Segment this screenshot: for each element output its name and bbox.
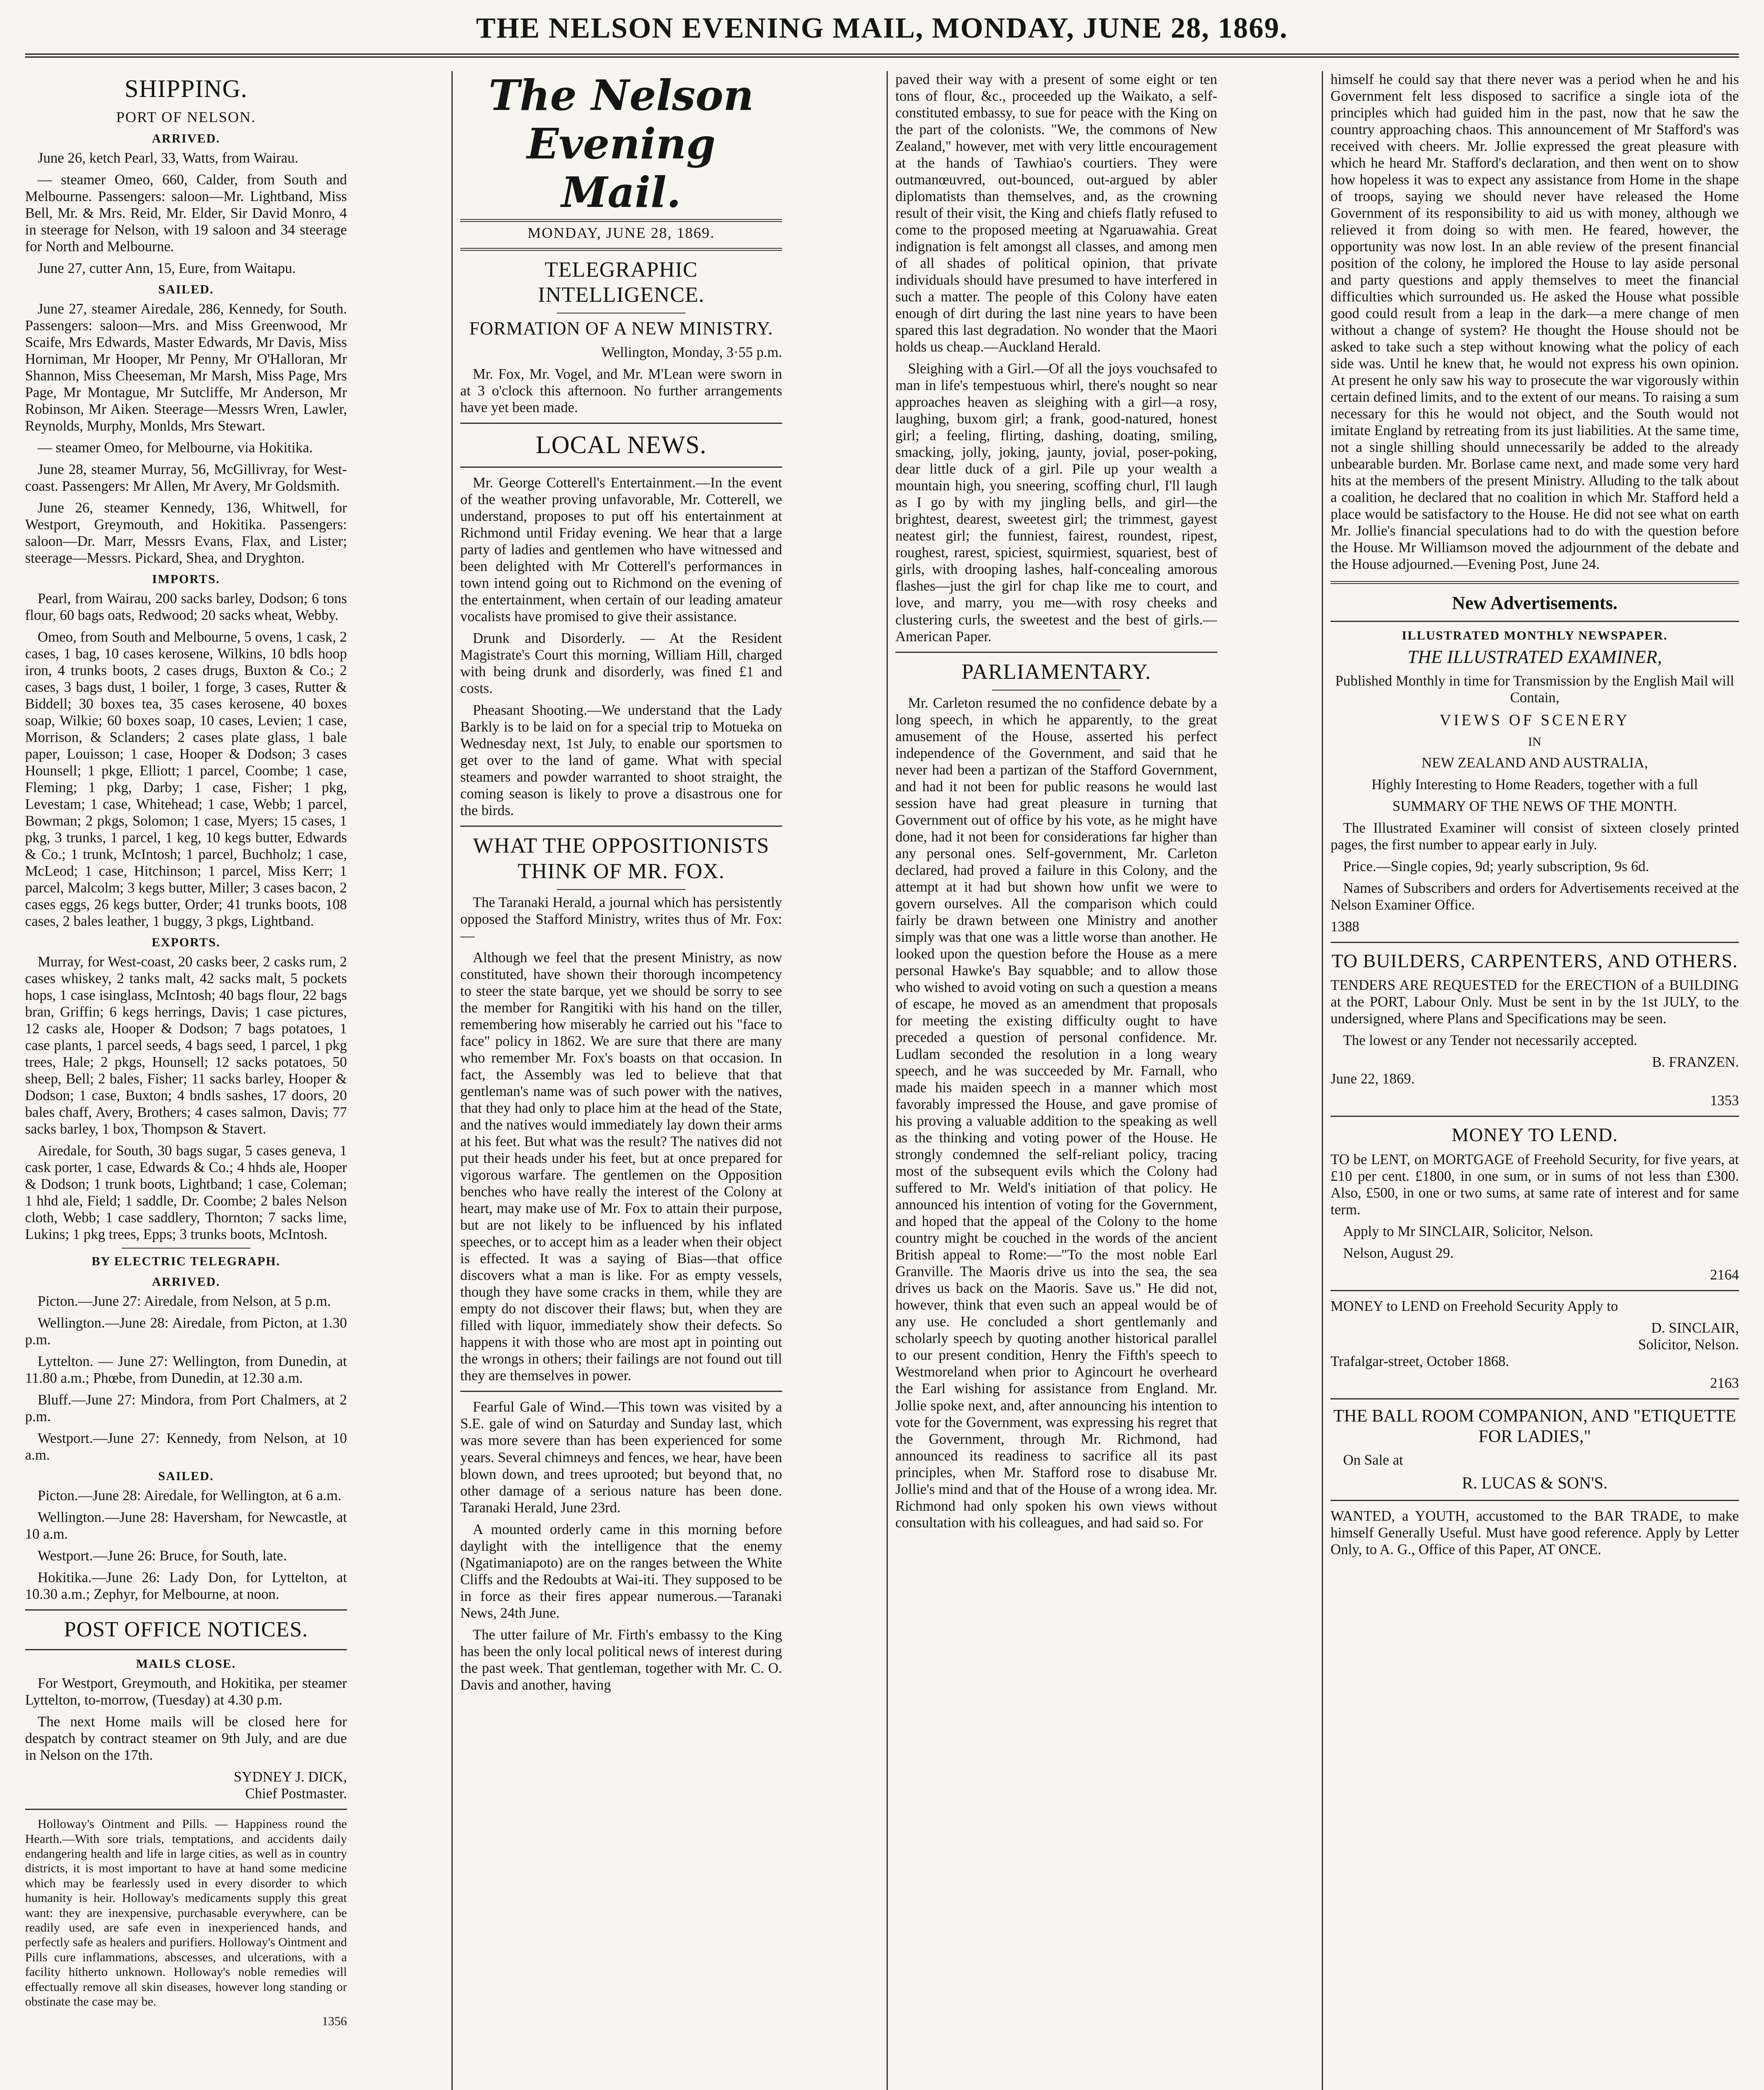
ad-illustrated-nz: NEW ZEALAND AND AUSTRALIA,	[1421, 754, 1648, 771]
masthead-rule	[25, 54, 1739, 58]
formation-text: Mr. Fox, Mr. Vogel, and Mr. M'Lean were sworn in at 3 o'clock this afternoon. No further arrangements have yet been made.	[460, 366, 782, 416]
column-divider	[1322, 71, 1323, 2090]
ad-ballroom-seller: R. LUCAS & SON'S.	[1462, 1473, 1608, 1493]
section-rule	[557, 313, 686, 314]
imports-entry: Omeo, from South and Melbourne, 5 ovens, 1 cask, 2 cases, 1 bag, 10 cases kerosene, Wilkins, 10 bdls hoop iron, 4 trunks boots, 2 cases drugs, Buxton & Co.; 2 cases, 3 bags dust, 1 boiler, 1 forge, 3 cases, Rutter & Biddell; 30 boxes tea, 35 cases kerosene, 40 boxes soap, Wilkie; 60 boxes soap, 10 cases, Levien; 1 case, Morrison, & Sclanders; 2 cases plate glass, 1 bale paper, Louisson; 1 case, Hooper & Dodson; 3 cases Hounsell; 1 pkge, Elliott; 1 parcel, Coombe; 1 case, Fleming; 1 pkg, Darby; 1 case, Fisher; 1 pkg, Levestam; 1 case, Whitehead; 1 case, Webb; 1 parcel, Bowman; 2 pkgs, Solomon; 1 case, Myers; 15 cases, 1 pkg, 3 trunks, 1 parcel, 1 keg, 10 kegs butter, Edwards & Co.; 1 trunk, McIntosh; 1 parcel, Buchholz; 1 case, McLeod; 1 case, Hitchinson; 1 parcel, Miss Kerr; 1 parcel, Malcolm; 3 kegs butter, Miller; 3 cases bacon, 2 cases eggs, 26 kegs butter, Order; 41 trunks boots, 108 cases, 2 bales leather, 1 buggy, 3 pkgs, Lightband.	[25, 629, 347, 930]
arrived-entry: June 26, ketch Pearl, 33, Watts, from Wairau.	[38, 150, 298, 166]
ad-illustrated-in: IN	[1528, 735, 1542, 749]
tel-arrived-entry: Picton.—June 27: Airedale, from Nelson, at 5 p.m.	[38, 1293, 331, 1310]
ad-builders-signature: B. FRANZEN.	[1652, 1054, 1739, 1070]
ad-sinclair-name: D. SINCLAIR,	[1651, 1320, 1739, 1336]
ad-sinclair-date: Trafalgar-street, October 1868.	[1331, 1353, 1509, 1369]
sailed-entry: June 28, steamer Murray, 56, McGillivray, for West-coast. Passengers: Mr Allen, Mr Avery, Mr Goldsmith.	[25, 461, 347, 494]
ad-sinclair-title: Solicitor, Nelson.	[1638, 1336, 1739, 1353]
section-rule	[992, 690, 1121, 691]
ad-illustrated-heading: ILLUSTRATED MONTHLY NEWSPAPER.	[1402, 628, 1668, 642]
formation-heading: FORMATION OF A NEW MINISTRY.	[469, 318, 773, 339]
ad-sinclair-number: 2163	[1710, 1375, 1739, 1391]
section-rule	[460, 423, 782, 424]
ad-illustrated-summary: SUMMARY OF THE NEWS OF THE MONTH.	[1392, 798, 1677, 814]
sailed-entry: June 27, steamer Airedale, 286, Kennedy, for South. Passengers: saloon—Mrs. and Miss Greenwood, Mr Scaife, Mrs Edwards, Master Edwards, Mr Davis, Miss Horniman, Mr Hooper, Mr Penny, Mr O'Halloran, Mr Shannon, Miss Cheeseman, Mr Marsh, Miss Page, Mrs Page, Mr Montague, Mr Sutcliffe, Mr Anderson, Mr Robinson, Mr Aiken. Steerage—Messrs Wren, Lawler, Reynolds, Murphy, Monlds, Mrs Stewart.	[25, 301, 347, 434]
sailed-entry: — steamer Omeo, for Melbourne, via Hokitika.	[38, 440, 313, 456]
date-rule	[460, 248, 782, 251]
sailed-entry: June 26, steamer Kennedy, 136, Whitwell, for Westport, Greymouth, and Hokitika. Passengers: saloon—Dr. Marr, Messrs Evans, Flax, and Lister; steerage—Messrs. Pickard, Shea, and Dryghton.	[25, 500, 347, 566]
section-rule	[25, 1809, 347, 1810]
ad-money-number: 2164	[1710, 1267, 1739, 1283]
post-office-heading: POST OFFICE NOTICES.	[64, 1618, 308, 1642]
exports-heading: EXPORTS.	[151, 935, 221, 950]
ad-illustrated-names: Names of Subscribers and orders for Advertisements received at the Nelson Examiner Office.	[1331, 880, 1739, 913]
sleighing-item: Sleighing with a Girl.—Of all the joys vouchsafed to man in life's tempestuous whirl, there's nought so near approaches heaven as sleighing with a girl—a rosy, laughing, buxom girl; a frank, good-natured, honest girl; a feeling, flirting, dashing, doating, smiling, smacking, jolly, joking, jaunty, jovial, poser-poking, dear little duck of a girl. Pile up your wealth a mountain high, you sneering, scoffing churl, I'll laugh as I go by with my jingling bells, and girl—the brightest, dearest, sweetest girl; the trimmest, gayest neatest girl; the funniest, fairest, roundest, ripest, roughest, rarest, spiciest, squirmiest, squariest, best of girls, with drooping lashes, half-concealing amorous flashes—just the girl for chap like me to court, and love, and marry, you me—with rosy cheeks and clustering curls, the sweetest and the best of girls.—American Paper.	[895, 361, 1217, 645]
tel-arrived-entry: Westport.—June 27: Kennedy, from Nelson, at 10 a.m.	[25, 1430, 347, 1463]
section-rule	[460, 1391, 782, 1392]
ad-money-heading: MONEY TO LEND.	[1451, 1124, 1618, 1146]
tel-sailed-entry: Westport.—June 26: Bruce, for South, late.	[38, 1548, 287, 1564]
sailed-heading: SAILED.	[158, 283, 214, 297]
shipping-heading: SHIPPING.	[124, 75, 248, 102]
ad-illustrated-body: Published Monthly in time for Transmission by the English Mail will Contain,	[1335, 673, 1734, 706]
local-item: Pheasant Shooting.—We understand that the Lady Barkly is to be laid on for a special trip to Motueka on Wednesday next, 1st July, to enable our sportsmen to get over to the land of game. What with special steamers and powder warranted to shoot straight, the coming season is likely to prove a disastrous one for the birds.	[460, 702, 782, 819]
section-rule	[1331, 1116, 1739, 1117]
holloway-ad: Holloway's Ointment and Pills. — Happiness round the Hearth.—With sore trials, temptations, and accidents daily endangering health and life in large cities, as well as in country districts, it is most important to have at hand some medicine which may be fearlessly used in every disorder to which humanity is heir. Holloway's medicaments supply this great want: they are inexpensive, purchasable everywhere, can be readily used, are safe even in inexperienced hands, and perfectly safe as healers and purifiers. Holloway's Ointment and Pills cure inflammations, abscesses, and ulcerations, with a facility hitherto unknown. Holloway's noble remedies will effectually remove all skin diseases, however long standing or obstinate the case may be.	[25, 1817, 347, 2008]
ad-wanted-body: WANTED, a YOUTH, accustomed to the BAR TRADE, to make himself Generally Useful. Must have good reference. Apply by Letter Only, to A. G., Office of this Paper, AT ONCE.	[1331, 1508, 1739, 1557]
section-rule	[1331, 621, 1739, 622]
local-news-heading: LOCAL NEWS.	[535, 431, 707, 459]
postmaster-title: Chief Postmaster.	[245, 1786, 347, 1802]
gale-item: Fearful Gale of Wind.—This town was visited by a S.E. gale of wind on Saturday and Sunday last, which was more severe than has been experienced for some years. Several chimneys and fences, we hear, have been blown down, and trees uprooted; but beyond that, no other damage of a serious nature has been done. Taranaki Herald, June 23rd.	[460, 1399, 782, 1516]
ad-ballroom-sale: On Sale at	[1343, 1452, 1403, 1468]
issue-date: MONDAY, JUNE 28, 1869.	[527, 224, 715, 241]
section-rule	[1331, 581, 1739, 584]
imports-entry: Pearl, from Wairau, 200 sacks barley, Dodson; 6 tons flour, 60 bags oats, Redwood; 20 sacks wheat, Webby.	[25, 591, 347, 624]
ad-builders-lowest: The lowest or any Tender not necessarily accepted.	[1343, 1032, 1637, 1049]
section-rule	[895, 652, 1217, 653]
parliamentary-continued: himself he could say that there never was a period when he and his Government felt less disposed to sacrifice a single iota of the principles which had guided him in the past, now that he saw the country approaching chaos. This announcement of Mr Stafford's was received with cheers. Mr. Jollie expressed the great pleasure with which he heard Mr. Stafford's declaration, and then went on to show how hopeless it was to expect any assistance from Home in the shape of troops, saying we should never have released the Home Government of its responsibility to aid us with money, although we relieved it from doing so with men. He feared, however, the opportunity was now lost. In an able review of the present financial position of the colony, he implored the House to lay aside personal and party questions and apply themselves to meet the financial difficulties which surrounded us. He asked the House what possible good could result from a leap in the dark—a mere change of men without a change of system? He thought the House should not be asked to take such a step without knowing what the policy of each side was. Until he knew that, he would not express his own opinion. At present he only saw his way to prosecute the war vigorously within certain defined limits, and to the extent of our means. To raising a sum necessary for this he would not object, and the South would not imitate England by retreating from its just liabilities. At the same time, not a single shilling should unnecessarily be added to the already unbearable burden. Mr. Borlase came next, and made some very hard hits at the members of the present Ministry. Alluding to the talk about a coalition, he declared that no coalition in which Mr. Stafford held a place would be satisfactory to the House. He did not see what on earth Mr. Jollie's financial speculations had to do with the question before the House. Mr Williamson moved the adjournment of the debate and the House adjourned.—Evening Post, June 24.	[1331, 71, 1739, 573]
exports-entry: Murray, for West-coast, 20 casks beer, 2 casks rum, 2 cases whiskey, 2 tanks malt, 42 sacks malt, 5 pockets hops, 1 case isinglass, McIntosh; 40 bags flour, 22 bags bran, Griffin; 6 kegs herrings, Davis; 1 case pictures, 12 casks ale, Hooper & Dodson; 7 bags potatoes, 1 case plants, 1 parcel seeds, 4 bags seed, 1 parcel, 1 pkg trees, Hale; 2 pkgs, Hounsell; 12 sacks potatoes, 50 sheep, Bell; 2 bales, Fisher; 11 sacks barley, Hooper & Dodson; 1 case, Buxton; 4 bndls sashes, 17 doors, 20 bales chaff, Avery, Brothers; 4 cases salmon, Davis; 77 sacks barley, 1 box, Thompson & Stavert.	[25, 954, 347, 1137]
firth-item: The utter failure of Mr. Firth's embassy to the King has been the only local political news of interest during the past week. That gentleman, together with Mr. C. O. Davis and another, having	[460, 1626, 782, 1693]
ad-illustrated-title: THE ILLUSTRATED EXAMINER,	[1407, 647, 1662, 668]
formation-dateline: Wellington, Monday, 3·55 p.m.	[601, 344, 782, 361]
tel-sailed-entry: Hokitika.—June 26: Lady Don, for Lyttelton, at 10.30 a.m.; Zephyr, for Melbourne, at noon.	[25, 1570, 347, 1603]
new-advertisements-heading: New Advertisements.	[1452, 593, 1618, 614]
ad-builders-date: June 22, 1869.	[1331, 1071, 1415, 1087]
arrived-entry: — steamer Omeo, 660, Calder, from South and Melbourne. Passengers: saloon—Mr. Lightband, Miss Bell, Mr. & Mrs. Reid, Mr. Elder, Sir David Monro, 4 in steerage for Nelson, with 19 saloon and 34 steerage for North and Melbourne.	[25, 172, 347, 255]
port-heading: PORT OF NELSON.	[116, 108, 256, 125]
column-divider	[451, 71, 453, 2090]
arrived-entry: June 27, cutter Ann, 15, Eure, from Waitapu.	[38, 260, 296, 277]
firth-item-continued: paved their way with a present of some eight or ten tons of flour, &c., proceeded up the Waikato, a self-constituted embassy, to sue for peace with the King on the part of the colonists. "We, the commons of New Zealand," however, met with very little encouragement at the hands of Tawhiao's courtiers. They were outmanœuvred, out-bounced, out-argued by abler diplomatists than themselves, and, as the crowning result of their visit, the King and chiefs flatly refused to come to the proposed meeting at Ngaruawahia. Great indignation is felt amongst all classes, and among men of all shades of political opinion, that private individuals should have presumed to have interfered in such a matter. The people of this Colony have eaten enough of dirt during the last nine years to have been spared this last degradation. No wonder that the Maori holds us cheap.—Auckland Herald.	[895, 71, 1217, 355]
section-rule	[1331, 1398, 1739, 1399]
ad-illustrated-body2: Highly Interesting to Home Readers, together with a full	[1371, 776, 1698, 793]
mails-entry: For Westport, Greymouth, and Hokitika, per steamer Lyttelton, to-morrow, (Tuesday) at 4.30 p.m.	[25, 1675, 347, 1708]
holloway-ad-number: 1356	[322, 2014, 347, 2029]
tel-sailed-heading: SAILED.	[158, 1469, 214, 1483]
newspaper-nameplate: The Nelson Evening Mail.	[488, 71, 754, 217]
imports-heading: IMPORTS.	[152, 572, 220, 586]
section-rule	[557, 889, 686, 890]
ad-illustrated-price: Price.—Single copies, 9d; yearly subscription, 9s 6d.	[1343, 858, 1649, 874]
mails-entry: The next Home mails will be closed here for despatch by contract steamer on 9th July, and are due in Nelson on the 17th.	[25, 1714, 347, 1764]
arrived-heading: ARRIVED.	[152, 132, 220, 146]
ad-illustrated-body3: The Illustrated Examiner will consist of sixteen closely printed pages, the first number to appear early in July.	[1331, 820, 1739, 853]
orderly-item: A mounted orderly came in this morning before daylight with the intelligence that the enemy (Ngatimaniapoto) are on the ranges between the White Cliffs and the Redoubts at Wai-iti. They supposed to be in force as their fires appear numerous.—Taranaki News, 24th June.	[460, 1521, 782, 1621]
mails-heading: MAILS CLOSE.	[136, 1657, 236, 1671]
ad-sinclair-body: MONEY to LEND on Freehold Security Apply to	[1331, 1298, 1618, 1314]
ad-money-body: TO be LENT, on MORTGAGE of Freehold Security, for five years, at £10 per cent. £1800, in one sum, or in sums of not less than £300. Also, £500, in one or two sums, at same rate of interest and for same term.	[1331, 1151, 1739, 1218]
tel-arrived-heading: ARRIVED.	[152, 1275, 220, 1289]
column-shipping	[25, 71, 347, 2090]
local-item: Drunk and Disorderly. — At the Resident Magistrate's Court this morning, William Hill, charged with being drunk and disorderly, was fined £1 and costs.	[460, 630, 782, 697]
ad-money-apply: Apply to Mr SINCLAIR, Solicitor, Nelson.	[1343, 1223, 1593, 1239]
ad-illustrated-number: 1388	[1331, 918, 1359, 935]
tel-sailed-entry: Wellington.—June 28: Haversham, for Newcastle, at 10 a.m.	[25, 1509, 347, 1542]
section-rule	[25, 1609, 347, 1611]
ad-builders-body: TENDERS ARE REQUESTED for the ERECTION of a BUILDING at the PORT, Labour Only. Must be sent in by the 1st JULY, to the undersigned, where Plans and Specifications may be seen.	[1331, 977, 1739, 1027]
oppositionists-intro: The Taranaki Herald, a journal which has persistently opposed the Stafford Ministry, writes thus of Mr. Fox:—	[460, 895, 782, 944]
section-rule	[460, 466, 782, 468]
page-masthead: THE NELSON EVENING MAIL, MONDAY, JUNE 28, 1869.	[476, 12, 1288, 44]
nameplate-rule	[460, 219, 782, 222]
ad-builders-number: 1353	[1710, 1093, 1739, 1109]
tel-arrived-entry: Wellington.—June 28: Airedale, from Picton, at 1.30 p.m.	[25, 1315, 347, 1348]
section-rule	[122, 1248, 250, 1249]
section-rule	[1331, 1290, 1739, 1291]
column-parliament	[895, 71, 1217, 2090]
ad-builders-heading: TO BUILDERS, CARPENTERS, AND OTHERS.	[1331, 950, 1738, 971]
ad-money-date: Nelson, August 29.	[1343, 1245, 1454, 1261]
oppositionists-text: Although we feel that the present Ministry, as now constituted, have shown their thorough incompetency to steer the state barque, yet we should be sorry to see the member for Rangitiki with his hand on the tiller, remembering how miserably he carried out his "face to face" policy in 1862. We are sure that there are many who remember Mr. Fox's boasts on that occasion. In fact, the Assembly was led to believe that that gentleman's name was of such power with the natives, that they had only to place him at the head of the State, and the natives would immediately lay down their arms at his feet. But what was the result? The natives did not put their heads under his feet, but at once prepared for vigorous warfare. The gentlemen on the Opposition benches who have really the interest of the Colony at heart, may make use of Mr. Fox to attain their purpose, but are not likely to be influenced by his inflated speeches, or to accept him as a leader when their object is effected. It was a saying of Bias—that office discovers what a man is like. For as empty vessels, though they have some cracks in them, while they are empty do not discover their flaws; but, when they are filled with liquor, immediately show their defects. So happens it with those who are most apt in pointing out the wrongs in others; their failings are not found out till they are themselves in power.	[460, 950, 782, 1384]
column-news	[460, 71, 782, 2090]
section-rule	[25, 1649, 347, 1650]
oppositionists-heading: WHAT THE OPPOSITIONISTS THINK OF MR. FOX.	[473, 834, 770, 883]
ad-illustrated-views: VIEWS OF SCENERY	[1440, 711, 1630, 729]
parliamentary-heading: PARLIAMENTARY.	[961, 660, 1151, 684]
column-divider	[887, 71, 888, 2090]
section-rule	[460, 826, 782, 827]
tel-sailed-entry: Picton.—June 28: Airedale, for Wellington, at 6 a.m.	[38, 1487, 342, 1504]
tel-arrived-entry: Lyttelton. — June 27: Wellington, from Dunedin, at 11.80 a.m.; Phœbe, from Dunedin, at 12.30 a.m.	[25, 1353, 347, 1387]
section-rule	[1331, 1500, 1739, 1501]
parliamentary-text: Mr. Carleton resumed the no confidence debate by a long speech, in which he apparently, to the great amusement of the House, asserted his perfect independence of the Government, and said that he never had been a partizan of the Stafford Government, and had it not been for public reasons he would last session have had great pleasure in turning that Government out of office by his vote, as he might have done, had it not been for considerations far higher than any personal ones. Self-government, Mr. Carleton declared, had proved a failure in this Colony, and the attempt at it had but shown how unfit we were to govern ourselves. All the comparison which could fairly be drawn between one Ministry and another simply was that one was a little worse than another. He looked upon the question before the House as a mere personal Hawke's Bay squabble; and to allow those who wished to avoid voting on such a question a means of escape, he moved as an amendment that proposals for meeting the existing difficulty ought to have preceded a question of personal confidence. Mr. Ludlam seconded the resolution in a long weary speech, and he was succeeded by Mr. Farnall, who made his maiden speech in a manner which most favorably impressed the House, and gave promise of his proving a valuable addition to the speaking as well as the thinking and voting power of the House. He strongly condemned the self-reliant policy, tracing most of the subsequent evils which the Colony had suffered to Mr. Weld's initiation of that policy. He announced his intention of voting for the Government, and hoped that the appeal of the Colony to the home country might be couched in the words of the ancient British appeal to Rome:—"To the most noble Earl Granville. The Maoris drive us into the sea, the sea drives us back on the Maoris. Save us." He did not, however, think that even such an appeal would be of any use. He concluded a short gentlemanly and scholarly speech by quoting another historical parallel to our present condition, Henry the Fifth's speech to Westmoreland when prior to Agincourt he overheard the Earl wishing for assistance from England. Mr. Jollie spoke next, and, after announcing his intention to vote for the Government, was expressing his regret that the Government, through Mr. Richmond, had announced its readiness to sacrifice all its past principles, when Mr. Stafford rose to disabuse Mr. Jollie's mind and that of the House of a wrong idea. Mr. Richmond had only spoken his own views without consultation with his colleagues, and had said so. For	[895, 695, 1217, 1531]
tel-arrived-entry: Bluff.—June 27: Mindora, from Port Chalmers, at 2 p.m.	[25, 1392, 347, 1425]
ad-ballroom-title: THE BALL ROOM COMPANION, AND "ETIQUETTE FOR LADIES,"	[1333, 1406, 1736, 1446]
telegraphic-heading: TELEGRAPHIC INTELLIGENCE.	[538, 257, 705, 307]
postmaster-name: SYDNEY J. DICK,	[234, 1769, 347, 1785]
exports-entry: Airedale, for South, 30 bags sugar, 5 cases geneva, 1 cask porter, 1 case, Edwards & Co.; 4 hhds ale, Hooper & Dodson; 1 trunk boots, Lightband; 1 case, Coleman; 1 hhd ale, Field; 1 saddle, Dr. Coombe; 2 bales Nelson cloth, Webb; 1 case saddlery, Thornton; 7 sacks lime, Lukins; 1 pkg trees, Epps; 3 trunks boots, McIntosh.	[25, 1143, 347, 1243]
column-advertisements	[1331, 71, 1739, 2090]
local-item: Mr. George Cotterell's Entertainment.—In the event of the weather proving unfavorable, Mr. Cotterell, we understand, proposes to put off his entertainment at Richmond until Friday evening. We hear that a large party of ladies and gentlemen who have witnessed and been delighted with Mr Cotterell's performances in town intend going out to Richmond on the evening of the entertainment, when certain of our leading amateur vocalists have promised to give their assistance.	[460, 475, 782, 625]
section-rule	[1331, 942, 1739, 943]
telegraph-heading: BY ELECTRIC TELEGRAPH.	[92, 1254, 280, 1269]
